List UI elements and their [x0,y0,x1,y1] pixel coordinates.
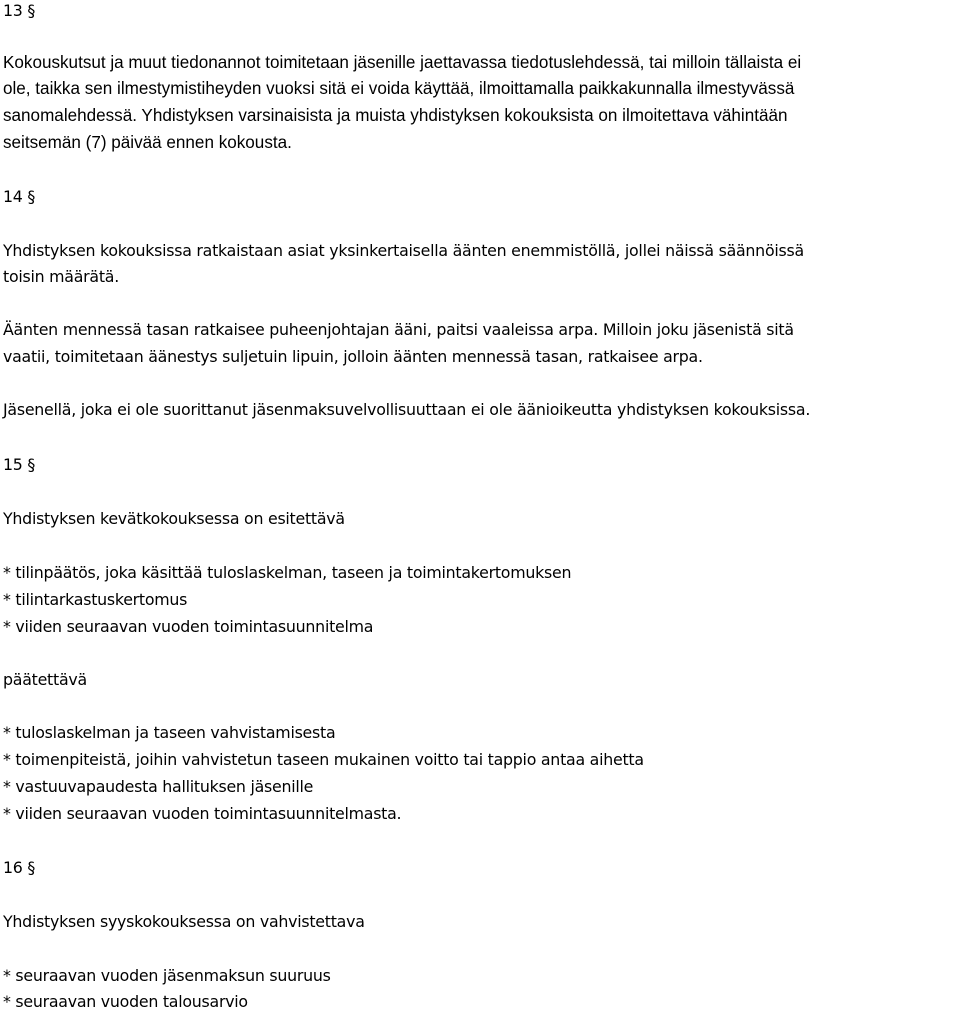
section-15-decide-item: * toimenpiteistä, joihin vahvistetun taseen mukainen voitto tai tappio antaa aihetta [3,750,644,769]
section-15-present-item: * tilinpäätös, joka käsittää tuloslaskelman, taseen ja toimintakertomuksen [3,563,572,582]
section-16-intro: Yhdistyksen syyskokouksessa on vahvistettava [3,912,365,931]
section-16-item: * seuraavan vuoden talousarvio [3,992,248,1011]
section-14-p3: Jäsenellä, joka ei ole suorittanut jäsenmaksuvelvollisuuttaan ei ole äänioikeutta yhdistyksen kokouksissa. [3,400,811,419]
section-14-p2-line-2: vaatii, toimitetaan äänestys suljetuin lipuin, jolloin äänten mennessä tasan, ratkaisee arpa. [3,347,703,366]
section-14-p1-line-2: toisin määrätä. [3,267,119,286]
section-14-heading: 14 § [3,187,36,206]
section-15-present-item: * viiden seuraavan vuoden toimintasuunnitelma [3,617,374,636]
section-15-decide-label: päätettävä [3,670,87,689]
section-15-heading: 15 § [3,455,36,474]
section-16-item: * seuraavan vuoden jäsenmaksun suuruus [3,966,331,985]
section-14-p2-line-1: Äänten mennessä tasan ratkaisee puheenjohtajan ääni, paitsi vaaleissa arpa. Milloin joku jäsenistä sitä [3,320,794,339]
section-13-line-1: Kokouskutsut ja muut tiedonannot toimitetaan jäsenille jaettavassa tiedotuslehdessä, tai milloin tällaista ei [3,53,802,72]
section-13-line-2: ole, taikka sen ilmestymistiheyden vuoksi sitä ei voida käyttää, ilmoittamalla paikkakunnalla ilmestyvässä [3,79,795,98]
section-13-line-4: seitsemän (7) päivää ennen kokousta. [3,133,292,152]
section-13-heading: 13 § [3,1,36,20]
section-15-decide-item: * vastuuvapaudesta hallituksen jäsenille [3,777,314,796]
section-15-intro: Yhdistyksen kevätkokouksessa on esitettävä [3,509,345,528]
section-16-heading: 16 § [3,858,36,877]
section-14-p1-line-1: Yhdistyksen kokouksissa ratkaistaan asiat yksinkertaisella äänten enemmistöllä, jollei näissä säännöissä [3,241,804,260]
section-15-decide-item: * viiden seuraavan vuoden toimintasuunnitelmasta. [3,804,402,823]
section-15-present-item: * tilintarkastuskertomus [3,590,188,609]
section-15-decide-item: * tuloslaskelman ja taseen vahvistamisesta [3,723,336,742]
section-13-line-3: sanomalehdessä. Yhdistyksen varsinaisista ja muista yhdistyksen kokouksista on ilmoitettava vähintään [3,106,788,125]
